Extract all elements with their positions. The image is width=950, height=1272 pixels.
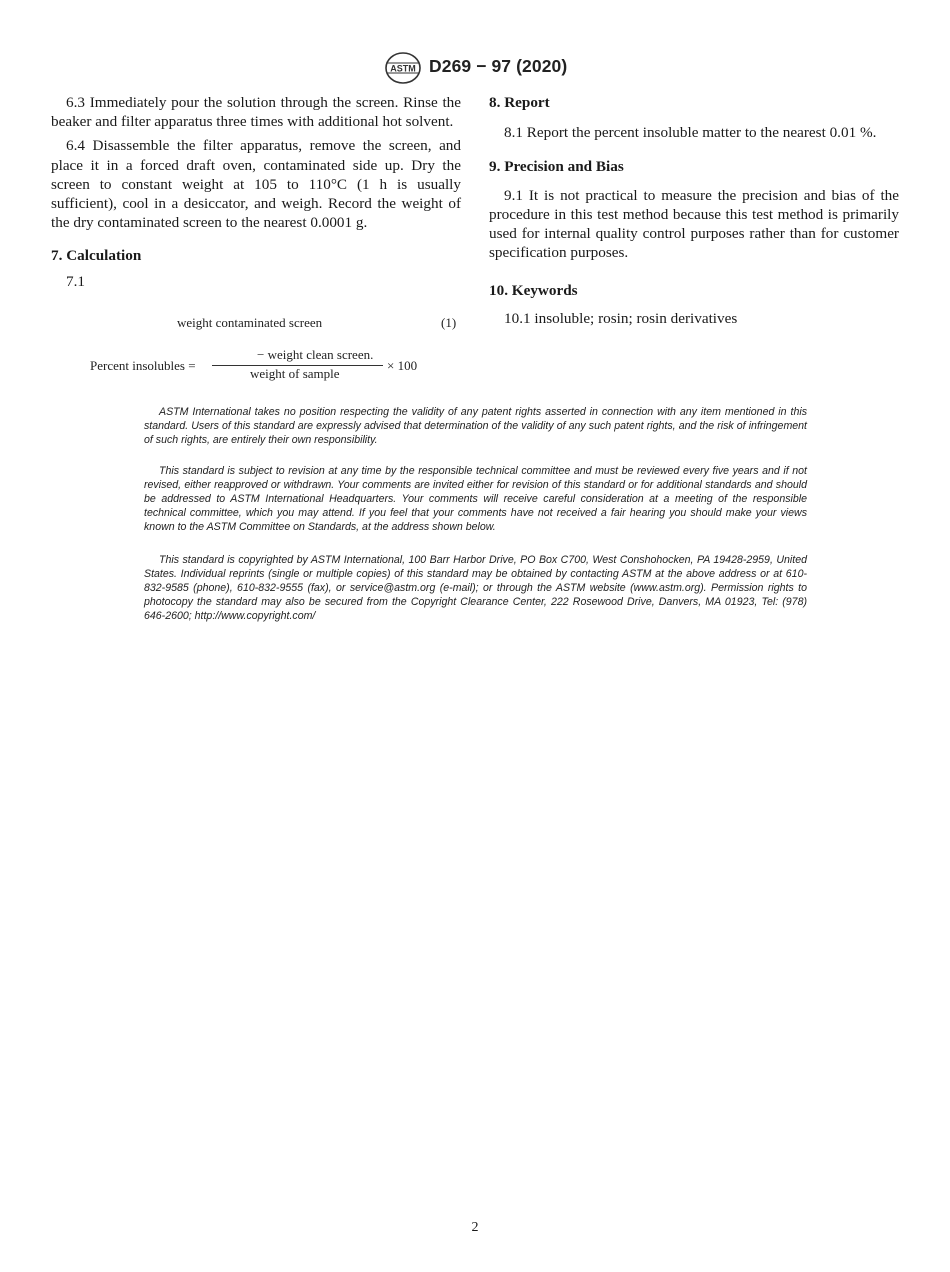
paragraph-10-1: 10.1 insoluble; rosin; rosin derivatives [504, 309, 738, 327]
formula-denominator: weight of sample [250, 366, 340, 381]
left-column [51, 93, 461, 291]
section-7-heading: 7. Calculation [51, 247, 142, 265]
astm-logo-icon [384, 52, 422, 84]
formula-lhs: Percent insolubles = [90, 358, 196, 373]
equation-number: (1) [441, 315, 457, 330]
formula-numerator-top: weight contaminated screen [177, 315, 323, 330]
paragraph-9-1: 9.1 It is not practical to measure the precision and bias of the procedure in this test method because this test method is primarily used for internal quality control purposes rather than for customer specification purposes. [489, 186, 899, 262]
copyright-notice-text: This standard is copyrighted by ASTM International, 100 Barr Harbor Drive, PO Box C700, West Conshohocken, PA 19428-2959, United States. Individual reprints (single or multiple copies) of this standard may be obtained by contacting ASTM at the above address or at 610-832-9585 (phone), 610-832-9555 (fax), or service@astm.org (e-mail); or through the ASTM website (www.astm.org). Permission rights to photocopy the standard may also be secured from the Copyright Clearance Center, 222 Rosewood Drive, Danvers, MA 01923, Tel: (978) 646-2600; http://www.copyright.com/ [144, 554, 807, 622]
revision-notice [144, 464, 807, 534]
copyright-notice [144, 553, 807, 623]
section-9-heading: 9. Precision and Bias [489, 158, 624, 176]
revision-notice-text: This standard is subject to revision at any time by the responsible technical committee and must be reviewed every five years and if not revised, either reapproved or withdrawn. Your comments are invited either for revision of this standard or for additional standards and should be addressed to ASTM International Headquarters. Your comments will receive careful consideration at a meeting of the responsible technical committee, which you may attend. If you feel that your comments have not received a fair hearing you should make your views known to the ASTM Committee on Standards, at the address shown below. [144, 465, 807, 533]
paragraph-6-4: 6.4 Disassemble the filter apparatus, remove the screen, and place it in a forced draft oven, contaminated side up. Dry the screen to constant weight at 105 to 110°C (1 h is usually sufficient), cool in a desiccator, and weigh. Record the weight of the dry contaminated screen to the nearest 0.0001 g. [51, 137, 461, 232]
page-number: 2 [471, 1220, 479, 1235]
formula-multiplier: × 100 [387, 358, 418, 373]
patent-notice-text: ASTM International takes no position respecting the validity of any patent rights asserted in connection with any item mentioned in this standard. Users of this standard are expressly advised that determination of the validity of any such patent rights, and the risk of infringement of such rights, are entirely their own responsibility. [144, 406, 807, 446]
patent-notice [144, 405, 807, 447]
right-column [489, 93, 899, 328]
formula-numerator-bottom: − weight clean screen. [257, 347, 374, 362]
section-10-heading: 10. Keywords [489, 282, 578, 300]
page-header [0, 52, 950, 84]
logo-text: ASTM [390, 63, 416, 74]
paragraph-8-1: 8.1 Report the percent insoluble matter to the nearest 0.01 %. [504, 124, 877, 142]
paragraph-7-1: 7.1 [66, 272, 85, 290]
section-8-heading: 8. Report [489, 94, 550, 111]
standard-designation: D269 − 97 (2020) [429, 56, 568, 76]
paragraph-6-3: 6.3 Immediately pour the solution through the screen. Rinse the beaker and filter apparatus three times with additional hot solvent. [51, 94, 461, 131]
